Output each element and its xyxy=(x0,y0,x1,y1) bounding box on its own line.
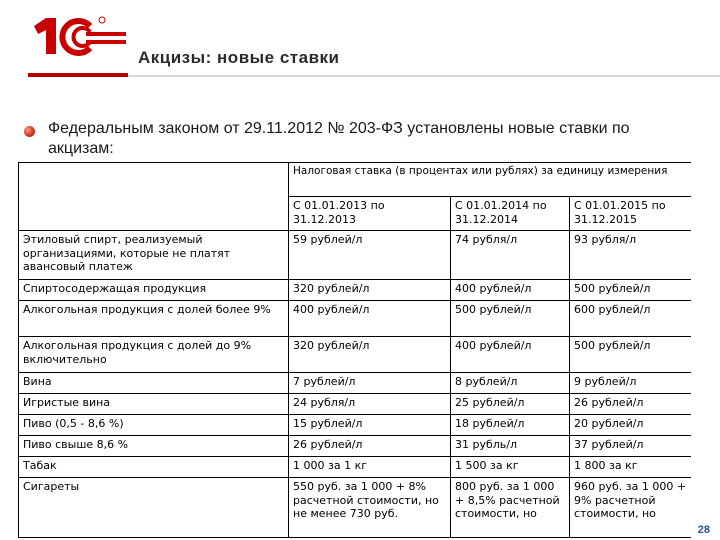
rate-cell: 9 рублей/л xyxy=(570,373,692,394)
rate-cell: 24 рубля/л xyxy=(289,394,451,415)
rate-cell: 600 рублей/л xyxy=(570,301,692,337)
table-row xyxy=(19,436,692,457)
row-label: Пиво свыше 8,6 % xyxy=(19,436,289,457)
rate-cell: 59 рублей/л xyxy=(289,231,451,280)
page-title: Акцизы: новые ставки xyxy=(138,48,340,67)
row-label: Алкогольная продукция с долей более 9% xyxy=(19,301,289,337)
table-row xyxy=(19,457,692,478)
rate-cell: 26 рублей/л xyxy=(570,394,692,415)
period-header: С 01.01.2015 по 31.12.2015 xyxy=(570,197,692,231)
rate-cell: 320 рублей/л xyxy=(289,280,451,301)
row-label: Вина xyxy=(19,373,289,394)
rate-cell: 1 800 за кг xyxy=(570,457,692,478)
bullet-icon xyxy=(24,126,35,137)
period-header: С 01.01.2013 по 31.12.2013 xyxy=(289,197,451,231)
table-main-header: Налоговая ставка (в процентах или рублях) за единицу измерения xyxy=(289,163,692,197)
rate-cell: 550 руб. за 1 000 + 8% расчетной стоимости, но не менее 730 руб. xyxy=(289,478,451,538)
rate-cell: 26 рублей/л xyxy=(289,436,451,457)
rate-cell: 400 рублей/л xyxy=(451,337,570,373)
rate-cell: 1 000 за 1 кг xyxy=(289,457,451,478)
row-label: Этиловый спирт, реализуемый организациями, которые не платят авансовый платеж xyxy=(19,231,289,280)
rate-cell: 25 рублей/л xyxy=(451,394,570,415)
row-label: Сигареты xyxy=(19,478,289,538)
row-label: Пиво (0,5 - 8,6 %) xyxy=(19,415,289,436)
rate-cell: 400 рублей/л xyxy=(289,301,451,337)
table-row xyxy=(19,415,692,436)
rate-cell: 20 рублей/л xyxy=(570,415,692,436)
rate-cell: 74 рубля/л xyxy=(451,231,570,280)
row-label: Игристые вина xyxy=(19,394,289,415)
rate-cell: 960 руб. за 1 000 + 9% расчетной стоимости, но xyxy=(570,478,692,538)
rate-cell: 400 рублей/л xyxy=(451,280,570,301)
rate-cell: 93 рубля/л xyxy=(570,231,692,280)
row-label: Табак xyxy=(19,457,289,478)
rate-cell: 800 руб. за 1 000 + 8,5% расчетной стоимости, но xyxy=(451,478,570,538)
row-label: Алкогольная продукция с долей до 9% включительно xyxy=(19,337,289,373)
rate-cell: 1 500 за кг xyxy=(451,457,570,478)
table-row xyxy=(19,231,692,280)
rate-cell: 18 рублей/л xyxy=(451,415,570,436)
rate-cell: 500 рублей/л xyxy=(451,301,570,337)
rate-cell: 7 рублей/л xyxy=(289,373,451,394)
table-row xyxy=(19,478,692,538)
table-row xyxy=(19,394,692,415)
table-row xyxy=(19,280,692,301)
lead-text: Федеральным законом от 29.11.2012 № 203-ФЗ установлены новые ставки по акцизам: xyxy=(48,120,630,157)
table-row xyxy=(19,373,692,394)
page-number: 28 xyxy=(697,524,710,536)
rate-cell: 500 рублей/л xyxy=(570,337,692,373)
period-header: С 01.01.2014 по 31.12.2014 xyxy=(451,197,570,231)
rate-cell: 31 рубль/л xyxy=(451,436,570,457)
table-header-row xyxy=(19,163,692,197)
header-accent xyxy=(28,73,128,77)
rates-table-wrapper xyxy=(18,162,691,540)
table-corner-cell xyxy=(19,163,289,231)
table-row xyxy=(19,301,692,337)
rate-cell: 500 рублей/л xyxy=(570,280,692,301)
1c-logo xyxy=(28,12,128,56)
rate-cell: 15 рублей/л xyxy=(289,415,451,436)
rate-cell: 8 рублей/л xyxy=(451,373,570,394)
row-label: Спиртосодержащая продукция xyxy=(19,280,289,301)
excise-rates-table xyxy=(18,162,691,538)
table-row xyxy=(19,337,692,373)
header-divider xyxy=(28,75,720,77)
rate-cell: 37 рублей/л xyxy=(570,436,692,457)
rate-cell: 320 рублей/л xyxy=(289,337,451,373)
